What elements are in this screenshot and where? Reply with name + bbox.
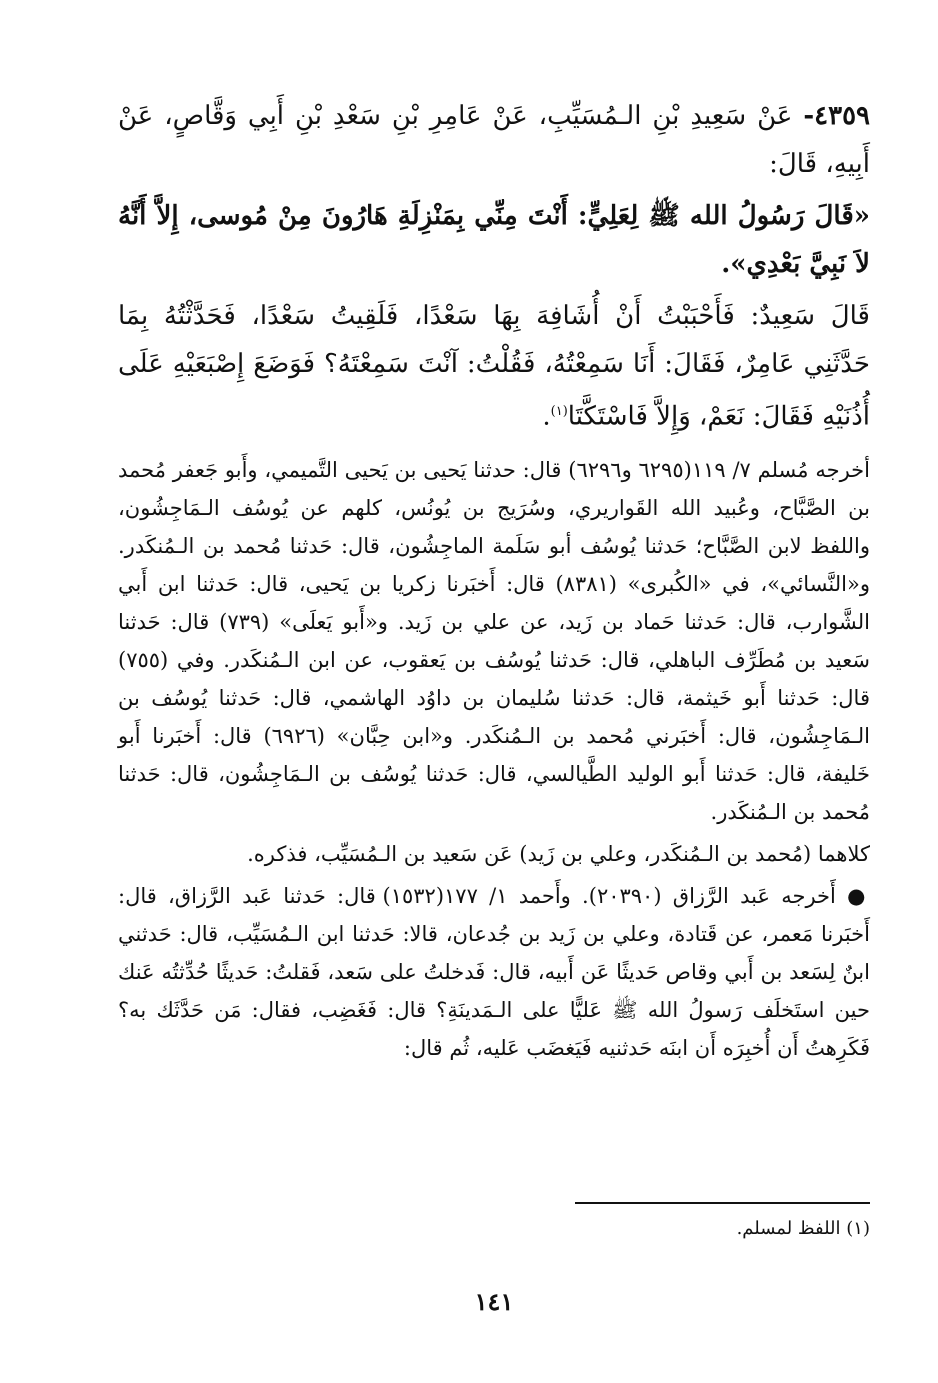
takhrij-paragraph-2: كلاهما (مُحمد بن الـمُنكَدر، وعلي بن زَيد) عَن سَعيد بن الـمُسَيِّب، فذكره. xyxy=(247,841,870,866)
footnote: (١) اللفظ لمسلم. xyxy=(736,1218,870,1239)
footnote-marker: (١) xyxy=(550,404,568,419)
hadith-number: ٤٣٥٩- xyxy=(803,101,870,131)
takhrij-paragraph-1: أخرجه مُسلم ٧/ ١١٩(٦٢٩٥ و٦٢٩٦) قال: حدثنا يَحيى بن يَحيى التَّميمي، وأَبو جَعفر مُحمد بن الصَّبَّاح، وعُبيد الله القَواريري، وسُرَيج بن يُونُس، كلهم عن يُوسُف الـمَاجِشُون، واللفظ لابن الصَّبَّاح؛ حَدثنا يُوسُف أبو سَلَمة الماجِشُون، قال: حَدثنا مُحمد بن الـمُنكَدر. و«النَّسائي»، في «الكُبرى» (٨٣٨١) قال: أَخبَرنا زكريا بن يَحيى، قال: حَدثنا ابن أَبي الشَّوارب، قال: حَدثنا حَماد بن زَيد، عن علي بن زَيد. و«أَبو يَعلَى» (٧٣٩) قال: حَدثنا سَعيد بن مُطَرِّف الباهلي، قال: حَدثنا يُوسُف بن يَعقوب، عن ابن الـمُنكَدر. وفي (٧٥٥) قال: حَدثنا أَبو خَيثمة، قال: حَدثنا سُليمان بن داوُد الهاشمي، قال: حَدثنا يُوسُف بن الـمَاجِشُون، قال: أَخبَرني مُحمد بن الـمُنكَدر. و«ابن حِبَّان» (٦٩٢٦) قال: أَخبَرنا أَبو خَليفة، قال: حَدثنا أَبو الوليد الطَّيالسي، قال: حَدثنا يُوسُف بن الـمَاجِشُون، قال: حَدثنا مُحمد بن الـمُنكَدر. xyxy=(118,457,871,824)
footnote-divider xyxy=(575,1202,870,1204)
hadith-isnad xyxy=(118,92,870,188)
page-number: ١٤١ xyxy=(474,1287,514,1316)
hadith-sa-id-text: قَالَ سَعِيدٌ: فَأَحْبَبْتُ أَنْ أُشَافِهَ بِهَا سَعْدًا، فَلَقِيتُ سَعْدًا، فَحَدَّثْتُهُ بِمَا حَدَّثَنِي عَامِرٌ، فَقَالَ: أَنَا سَمِعْتُهُ، فَقُلْتُ: آنْتَ سَمِعْتَهُ؟ فَوَضَعَ إِصْبَعَيْهِ عَلَى أُذُنَيْهِ فَقَالَ: نَعَمْ، وَإِلاَّ فَاسْتَكَّتَا xyxy=(118,301,870,432)
hadith-matn xyxy=(118,192,870,288)
takhrij-paragraph-3: ● أَخرجه عَبد الرَّزاق (٢٠٣٩٠). وأَحمد ١/ ١٧٧(١٥٣٢) قال: حَدثنا عَبد الرَّزاق، قال: أَخبَرنا مَعمر، عن قَتادة، وعلي بن زَيد بن جُدعان، قالا: حَدثنا ابن الـمُسَيِّب، قال: حَدثني ابنٌ لِسَعد بن أَبي وقاص حَديثًا عَن أَبيه، قال: فَدخلتُ على سَعد، فَقلتُ: حَديثًا حُدِّثتُه عَنك حين استَخلَف رَسولُ الله ﷺ عَليًّا على الـمَدينَةِ؟ قال: فَغَضِب، فقال: مَن حَدَّثَك به؟ فَكَرِهتُ أَن أُخبِرَه أَن ابنَه حَدثنيه فَيَغضَب عَليه، ثُم قال: xyxy=(118,883,870,1060)
hadith-matn-text: «قَالَ رَسُولُ الله ﷺ لِعَلِيٍّ: أَنْتَ مِنِّي بِمَنْزِلَةِ هَارُونَ مِنْ مُوسى، إِلاَّ أَنَّهُ لاَ نَبِيَّ بَعْدِي». xyxy=(118,201,870,279)
hadith-isnad-text: عَنْ سَعِيدِ بْنِ الـمُسَيِّبِ، عَنْ عَامِرِ بْنِ سَعْدِ بْنِ أَبِي وَقَّاصٍ، عَنْ أَبِيهِ، قَالَ: xyxy=(118,101,870,179)
hadith-sa-id-statement: قَالَ سَعِيدٌ: فَأَحْبَبْتُ أَنْ أُشَافِهَ بِهَا سَعْدًا، فَلَقِيتُ سَعْدًا، فَحَدَّثْتُهُ بِمَا حَدَّثَنِي عَامِرٌ، فَقَالَ: أَنَا سَمِعْتُهُ، فَقُلْتُ: آنْتَ سَمِعْتَهُ؟ فَوَضَعَ إِصْبَعَيْهِ عَلَى أُذُنَيْهِ فَقَالَ: نَعَمْ، وَإِلاَّ فَاسْتَكَّتَا$^{(١)}$. xyxy=(118,301,870,432)
book-page xyxy=(118,92,870,1352)
